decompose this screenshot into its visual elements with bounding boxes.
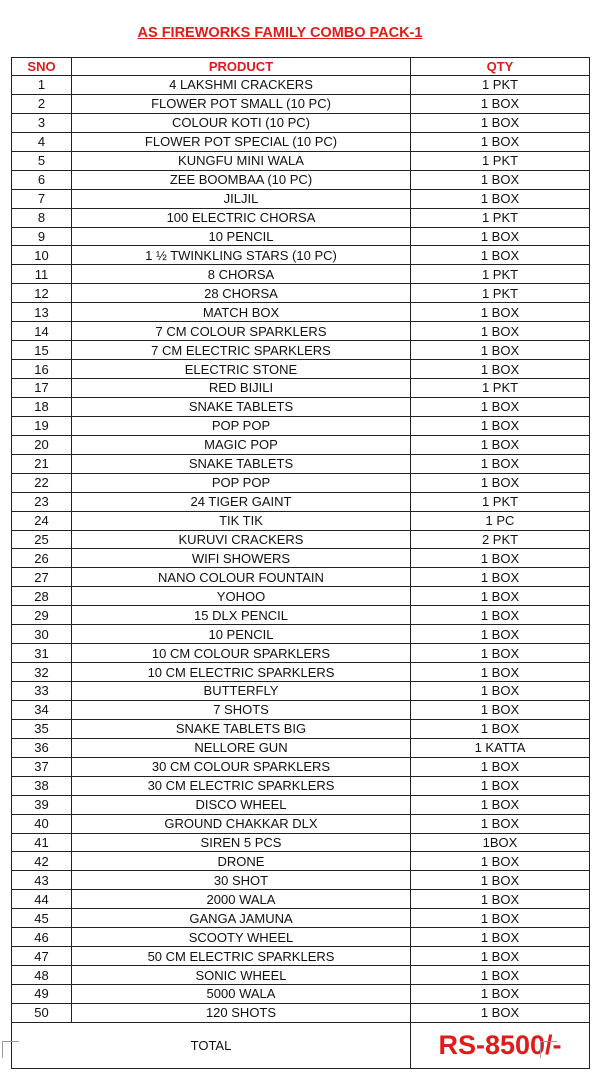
table-row [12,511,590,530]
cell-product: 30 CM COLOUR SPARKLERS [72,757,411,776]
cell-product: 1 ½ TWINKLING STARS (10 PC) [72,246,411,265]
cell-product: FLOWER POT SPECIAL (10 PC) [72,132,411,151]
cell-product: GROUND CHAKKAR DLX [72,814,411,833]
cell-product: 10 CM COLOUR SPARKLERS [72,644,411,663]
table-row [12,76,590,95]
cell-product: NELLORE GUN [72,738,411,757]
table-row [12,341,590,360]
table-row [12,530,590,549]
total-amount: RS-8500/- [411,1022,590,1068]
crop-corner-right [540,1041,557,1058]
cell-product: MATCH BOX [72,303,411,322]
cell-qty: 1 PKT [411,492,590,511]
cell-qty: 1 BOX [411,757,590,776]
table-row [12,208,590,227]
cell-sno: 40 [12,814,72,833]
cell-qty: 1 PKT [411,151,590,170]
cell-product: DRONE [72,852,411,871]
cell-sno: 25 [12,530,72,549]
cell-qty: 1 BOX [411,682,590,701]
cell-qty: 1 BOX [411,795,590,814]
table-row [12,132,590,151]
cell-qty: 1 BOX [411,246,590,265]
table-row [12,757,590,776]
cell-sno: 16 [12,360,72,379]
cell-sno: 39 [12,795,72,814]
cell-product: 24 TIGER GAINT [72,492,411,511]
cell-qty: 1 PKT [411,208,590,227]
cell-qty: 1 PKT [411,265,590,284]
header-sno: SNO [12,58,72,76]
cell-qty: 1 BOX [411,454,590,473]
cell-sno: 45 [12,909,72,928]
table-row [12,719,590,738]
table-row [12,492,590,511]
table-row [12,871,590,890]
cell-qty: 1 BOX [411,852,590,871]
cell-product: 8 CHORSA [72,265,411,284]
table-row [12,360,590,379]
cell-qty: 1 BOX [411,719,590,738]
cell-product: SNAKE TABLETS [72,454,411,473]
cell-product: 10 PENCIL [72,625,411,644]
table-row [12,606,590,625]
cell-sno: 50 [12,1003,72,1022]
cell-sno: 38 [12,776,72,795]
cell-product: SNAKE TABLETS BIG [72,719,411,738]
cell-qty: 1 BOX [411,871,590,890]
table-row [12,776,590,795]
cell-qty: 1 BOX [411,322,590,341]
cell-qty: 1 BOX [411,644,590,663]
table-row [12,189,590,208]
total-row [12,1022,590,1068]
cell-sno: 1 [12,76,72,95]
cell-sno: 5 [12,151,72,170]
cell-sno: 9 [12,227,72,246]
cell-sno: 14 [12,322,72,341]
cell-qty: 1 PKT [411,284,590,303]
cell-qty: 1 BOX [411,132,590,151]
cell-sno: 43 [12,871,72,890]
total-label: TOTAL [12,1022,411,1068]
cell-qty: 1 BOX [411,113,590,132]
cell-product: COLOUR KOTI (10 PC) [72,113,411,132]
table-row [12,379,590,398]
cell-qty: 1 BOX [411,303,590,322]
cell-product: 28 CHORSA [72,284,411,303]
cell-product: SNAKE TABLETS [72,397,411,416]
cell-sno: 42 [12,852,72,871]
cell-qty: 2 PKT [411,530,590,549]
table-row [12,454,590,473]
cell-product: 120 SHOTS [72,1003,411,1022]
table-header-row [12,58,590,76]
crop-corner-left [2,1041,19,1058]
cell-product: SONIC WHEEL [72,966,411,985]
cell-sno: 11 [12,265,72,284]
cell-product: FLOWER POT SMALL (10 PC) [72,94,411,113]
cell-qty: 1 BOX [411,909,590,928]
cell-product: WIFI SHOWERS [72,549,411,568]
document-title: AS FIREWORKS FAMILY COMBO PACK-1 [137,25,423,41]
table-row [12,473,590,492]
cell-product: GANGA JAMUNA [72,909,411,928]
cell-product: 100 ELECTRIC CHORSA [72,208,411,227]
cell-sno: 33 [12,682,72,701]
cell-qty: 1 BOX [411,606,590,625]
cell-qty: 1 PKT [411,76,590,95]
cell-product: 10 CM ELECTRIC SPARKLERS [72,663,411,682]
cell-qty: 1 PC [411,511,590,530]
table-row [12,663,590,682]
cell-qty: 1 BOX [411,776,590,795]
table-row [12,682,590,701]
cell-sno: 31 [12,644,72,663]
cell-qty: 1 BOX [411,227,590,246]
cell-qty: 1 BOX [411,341,590,360]
table-row [12,985,590,1004]
table-row [12,151,590,170]
cell-qty: 1 BOX [411,416,590,435]
cell-product: 7 CM COLOUR SPARKLERS [72,322,411,341]
product-table [11,57,590,1069]
cell-qty: 1 BOX [411,947,590,966]
table-row [12,265,590,284]
cell-product: KUNGFU MINI WALA [72,151,411,170]
cell-qty: 1 BOX [411,568,590,587]
cell-qty: 1 BOX [411,928,590,947]
cell-product: JILJIL [72,189,411,208]
cell-sno: 10 [12,246,72,265]
cell-sno: 24 [12,511,72,530]
table-row [12,416,590,435]
cell-sno: 17 [12,379,72,398]
cell-qty: 1 BOX [411,189,590,208]
cell-qty: 1 BOX [411,397,590,416]
cell-sno: 34 [12,700,72,719]
cell-sno: 49 [12,985,72,1004]
cell-product: 10 PENCIL [72,227,411,246]
cell-sno: 46 [12,928,72,947]
cell-qty: 1 BOX [411,549,590,568]
table-row [12,322,590,341]
cell-sno: 36 [12,738,72,757]
cell-sno: 12 [12,284,72,303]
table-row [12,227,590,246]
cell-qty: 1 PKT [411,379,590,398]
cell-qty: 1BOX [411,833,590,852]
cell-qty: 1 BOX [411,625,590,644]
cell-product: SIREN 5 PCS [72,833,411,852]
cell-qty: 1 BOX [411,985,590,1004]
table-row [12,795,590,814]
table-row [12,833,590,852]
cell-sno: 13 [12,303,72,322]
cell-product: 4 LAKSHMI CRACKERS [72,76,411,95]
cell-sno: 21 [12,454,72,473]
cell-sno: 2 [12,94,72,113]
cell-sno: 8 [12,208,72,227]
table-row [12,947,590,966]
table-row [12,303,590,322]
table-row [12,966,590,985]
cell-sno: 48 [12,966,72,985]
cell-sno: 22 [12,473,72,492]
table-row [12,909,590,928]
cell-product: BUTTERFLY [72,682,411,701]
cell-product: 15 DLX PENCIL [72,606,411,625]
cell-product: ELECTRIC STONE [72,360,411,379]
cell-sno: 35 [12,719,72,738]
cell-product: TIK TIK [72,511,411,530]
cell-qty: 1 BOX [411,1003,590,1022]
cell-product: 30 SHOT [72,871,411,890]
table-row [12,568,590,587]
cell-product: DISCO WHEEL [72,795,411,814]
cell-sno: 3 [12,113,72,132]
cell-sno: 19 [12,416,72,435]
cell-sno: 15 [12,341,72,360]
cell-qty: 1 KATTA [411,738,590,757]
table-row [12,644,590,663]
table-row [12,852,590,871]
cell-product: 7 SHOTS [72,700,411,719]
cell-sno: 32 [12,663,72,682]
cell-sno: 37 [12,757,72,776]
cell-sno: 4 [12,132,72,151]
table-row [12,94,590,113]
table-row [12,397,590,416]
cell-product: KURUVI CRACKERS [72,530,411,549]
cell-product: RED BIJILI [72,379,411,398]
cell-qty: 1 BOX [411,473,590,492]
cell-sno: 29 [12,606,72,625]
cell-sno: 23 [12,492,72,511]
cell-product: YOHOO [72,587,411,606]
table-row [12,435,590,454]
cell-product: NANO COLOUR FOUNTAIN [72,568,411,587]
cell-sno: 44 [12,890,72,909]
cell-sno: 20 [12,435,72,454]
table-row [12,170,590,189]
cell-sno: 47 [12,947,72,966]
table-row [12,587,590,606]
header-product: PRODUCT [72,58,411,76]
cell-qty: 1 BOX [411,663,590,682]
header-qty: QTY [411,58,590,76]
table-row [12,625,590,644]
cell-sno: 6 [12,170,72,189]
cell-product: 50 CM ELECTRIC SPARKLERS [72,947,411,966]
table-row [12,738,590,757]
cell-qty: 1 BOX [411,890,590,909]
cell-qty: 1 BOX [411,587,590,606]
cell-qty: 1 BOX [411,170,590,189]
table-row [12,700,590,719]
cell-product: 7 CM ELECTRIC SPARKLERS [72,341,411,360]
cell-qty: 1 BOX [411,360,590,379]
table-row [12,890,590,909]
table-row [12,1003,590,1022]
cell-product: SCOOTY WHEEL [72,928,411,947]
cell-sno: 18 [12,397,72,416]
cell-product: POP POP [72,416,411,435]
table-row [12,928,590,947]
cell-qty: 1 BOX [411,966,590,985]
cell-product: 30 CM ELECTRIC SPARKLERS [72,776,411,795]
table-row [12,284,590,303]
cell-qty: 1 BOX [411,814,590,833]
cell-product: ZEE BOOMBAA (10 PC) [72,170,411,189]
cell-product: MAGIC POP [72,435,411,454]
cell-product: 2000 WALA [72,890,411,909]
cell-sno: 26 [12,549,72,568]
cell-qty: 1 BOX [411,435,590,454]
cell-product: POP POP [72,473,411,492]
cell-sno: 30 [12,625,72,644]
table-row [12,814,590,833]
cell-sno: 28 [12,587,72,606]
cell-sno: 41 [12,833,72,852]
cell-qty: 1 BOX [411,700,590,719]
cell-sno: 7 [12,189,72,208]
table-row [12,549,590,568]
cell-sno: 27 [12,568,72,587]
table-row [12,113,590,132]
cell-product: 5000 WALA [72,985,411,1004]
table-row [12,246,590,265]
cell-qty: 1 BOX [411,94,590,113]
